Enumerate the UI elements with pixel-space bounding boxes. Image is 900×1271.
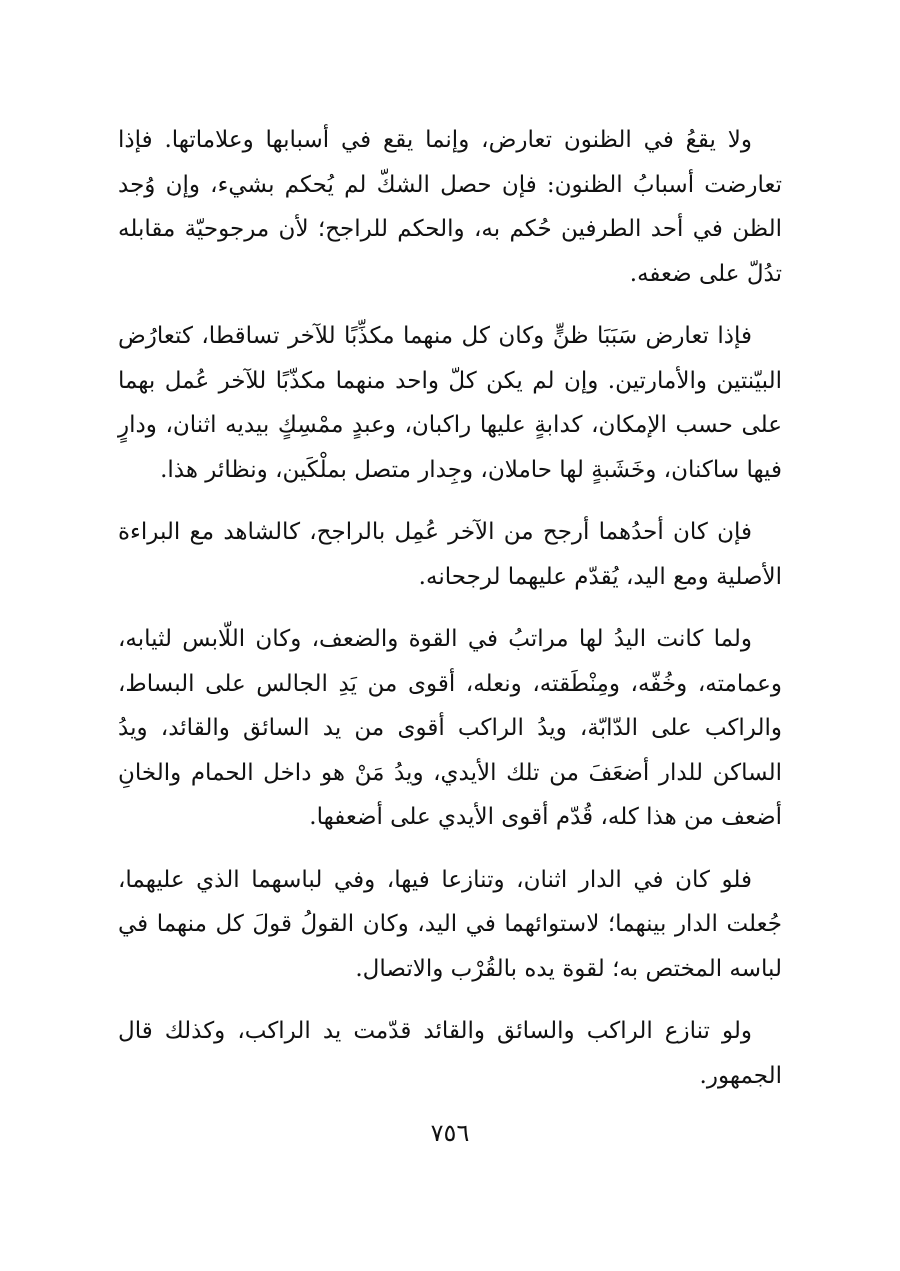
paragraph-4: ولما كانت اليدُ لها مراتبُ في القوة والضعف، وكان اللّابس لثيابه، وعمامته، وخُفّه، ومِنْطَقته، ونعله، أقوى من يَدِ الجالس على البساط، والراكب على الدّابّة، ويدُ الراكب أقوى من يد السائق والقائد، ويدُ الساكن للدار أضعَفَ من تلك الأيدي، ويدُ مَنْ هو داخل الحمام والخانِ أضعف من هذا كله، قُدّم أقوى الأيدي على أضعفها. [118,626,782,830]
page-number: ٧٥٦ [430,1119,470,1147]
body-text [118,118,782,1116]
paragraph-3: فإن كان أحدُهما أرجح من الآخر عُمِل بالراجح، كالشاهد مع البراءة الأصلية ومع اليد، يُقدّم عليهما لرجحانه. [118,519,782,590]
paragraph-5: فلو كان في الدار اثنان، وتنازعا فيها، وفي لباسهما الذي عليهما، جُعلت الدار بينهما؛ لاستوائهما في اليد، وكان القولُ قولَ كل منهما في لباسه المختص به؛ لقوة يده بالقُرْب والاتصال. [118,866,782,982]
paragraph-2: فإذا تعارض سَبَبَا ظنٍّ وكان كل منهما مكذِّبًا للآخر تساقطا، كتعارُض البيّنتين والأمارتين. وإن لم يكن كلّ واحد منهما مكذّبًا للآخر عُمل بهما على حسب الإمكان، كدابةٍ عليها راكبان، وعبدٍ ممْسِكٍ بيديه اثنان، ودارٍ فيها ساكنان، وخَشَبةٍ لها حاملان، وجِدار متصل بملْكَين، ونظائر هذا. [118,323,782,483]
paragraph-1: ولا يقعُ في الظنون تعارض، وإنما يقع في أسبابها وعلاماتها. فإذا تعارضت أسبابُ الظنون: فإن حصل الشكّ لم يُحكم بشيء، وإن وُجد الظن في أحد الطرفين حُكم به، والحكم للراجح؛ لأن مرجوحيّة مقابله تدُلّ على ضعفه. [118,127,782,287]
paragraph-6: ولو تنازع الراكب والسائق والقائد قدّمت يد الراكب، وكذلك قال الجمهور. [118,1018,782,1089]
